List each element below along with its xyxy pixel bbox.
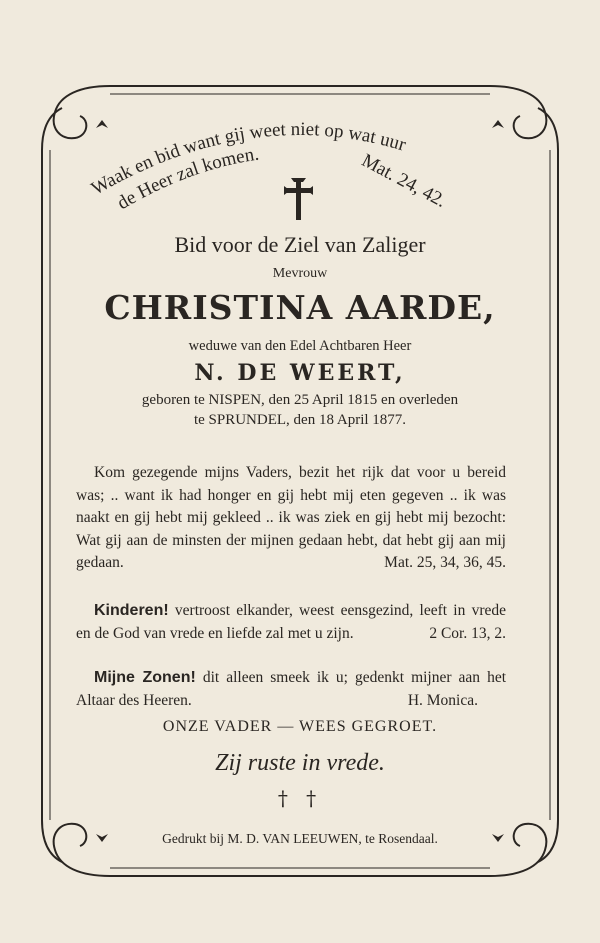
rest-in-peace: Zij ruste in vrede. — [215, 750, 385, 776]
children-paragraph — [76, 600, 506, 645]
widow-line: weduwe van den Edel Achtbaren Heer — [188, 338, 412, 354]
printer-line: Gedrukt bij M. D. VAN LEEUWEN, te Rosendaal. — [162, 831, 438, 846]
death-line: te SPRUNDEL, den 18 April 1877. — [193, 412, 407, 428]
double-cross-icon: † † — [277, 786, 323, 810]
children-lead: Kinderen! — [94, 602, 169, 619]
cross-icon — [284, 178, 313, 220]
scripture-paragraph — [76, 462, 506, 575]
husband-name: N. DE WEERT, — [194, 360, 406, 386]
verse-reference: Mat. 24, 42. — [358, 150, 450, 212]
deceased-name: CHRISTINA AARDE, — [104, 288, 496, 327]
sons-paragraph — [76, 667, 506, 712]
children-text: vertroost elkander, weest eensgezind, leeft in vrede en de God van vrede en liefde zal met u zijn. — [76, 602, 506, 642]
title-mevrouw: Mevrouw — [272, 266, 328, 281]
sons-reference: H. Monica. — [407, 691, 478, 709]
birth-line: geboren te NISPEN, den 25 April 1815 en overleden — [141, 392, 459, 408]
scripture-text: Kom gezegende mijns Vaders, bezit het rijk dat voor u bereid was; .. want ik had honger en gij hebt mij eten gegeven .. ik was naakt en gij hebt mij gekleed .. ik was ziek en gij hebt mij bezocht: Wat gij aan de minsten der mijnen gedaan hebt, dat hebt gij aan mij gedaan. — [76, 464, 506, 571]
sons-lead: Mijne Zonen! — [94, 669, 196, 686]
pray-heading: Bid voor de Ziel van Zaliger — [174, 232, 426, 257]
arc-verse-line1: Waak en bid want gij weet niet op wat uur — [87, 118, 409, 200]
arc-verse-line2: de Heer zal komen. — [113, 143, 261, 215]
children-reference: 2 Cor. 13, 2. — [429, 624, 506, 642]
scripture-reference: Mat. 25, 34, 36, 45. — [384, 554, 506, 571]
prayers-line: ONZE VADER — WEES GEGROET. — [162, 718, 438, 735]
sons-text: dit alleen smeek ik u; gedenkt mijner aan het Altaar des Heeren. — [76, 669, 507, 709]
